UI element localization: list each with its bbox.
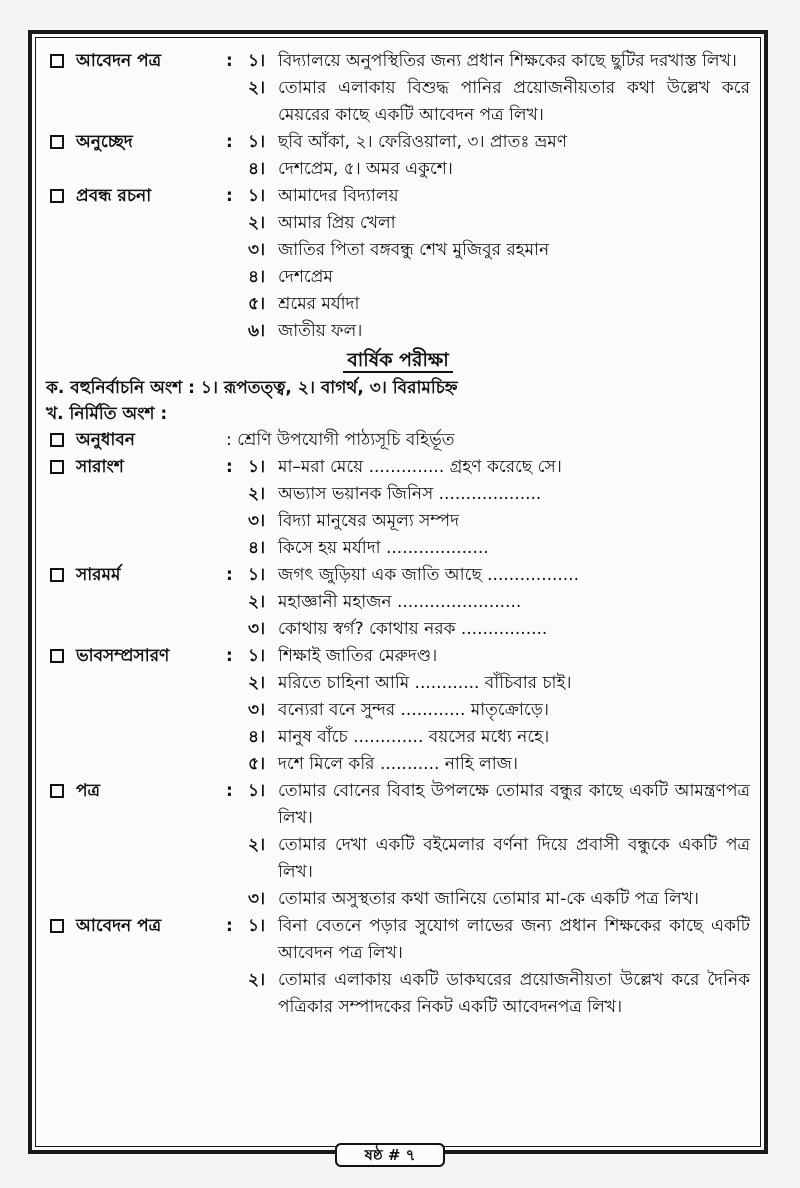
creative-line — [46, 401, 750, 427]
item-number: ১। — [248, 457, 266, 477]
section-item-row — [46, 643, 750, 670]
checkbox-icon — [50, 460, 64, 474]
page-content — [46, 48, 750, 1021]
top-sections — [46, 48, 750, 345]
checkbox-icon — [50, 135, 64, 149]
item-text: মানুষ বাঁচে ............. বয়সের মধ্যে নহে। — [278, 727, 550, 747]
checkbox-icon — [50, 189, 64, 203]
item-text: বিদ্যা মানুষের অমূল্য সম্পদ — [278, 511, 460, 531]
section-item-row — [46, 967, 750, 1021]
section-label: অনুচ্ছেদ — [76, 132, 133, 152]
section-item-row — [46, 508, 750, 535]
item-number: ২। — [248, 78, 266, 98]
exam-heading-text: বার্ষিক পরীক্ষা — [343, 349, 453, 373]
section-item-row — [46, 724, 750, 751]
item-text: দেশপ্রেম, ৫। অমর একুশে। — [278, 159, 453, 179]
section-item-row — [46, 670, 750, 697]
colon-separator: : — [226, 646, 233, 666]
checkbox-icon — [50, 433, 64, 447]
checkbox-icon — [50, 919, 64, 933]
section-label: পত্র — [76, 781, 101, 801]
item-number: ১। — [248, 565, 266, 585]
item-number: ৩। — [248, 700, 266, 720]
section-item-row — [46, 751, 750, 778]
section-item-row — [46, 454, 750, 481]
item-text: তোমার এলাকায় বিশুদ্ধ পানির প্রয়োজনীয়তার কথা উল্লেখ করে মেয়রের কাছে একটি আবেদন পত্র লিখ। — [278, 78, 750, 125]
item-number: ১। — [248, 51, 266, 71]
item-number: ১। — [248, 916, 266, 936]
checkbox-icon — [50, 54, 64, 68]
comprehension-label — [76, 427, 226, 454]
section-item-row — [46, 183, 750, 210]
colon-separator: : — [226, 51, 233, 71]
item-text: বন্যেরা বনে সুন্দর ............ মাতৃক্রোড়ে। — [278, 700, 549, 720]
item-number: ৪। — [248, 538, 266, 558]
section-item-row — [46, 481, 750, 508]
section-item-row — [46, 75, 750, 129]
item-text: জাতির পিতা বঙ্গবন্ধু শেখ মুজিবুর রহমান — [278, 240, 550, 260]
section-item-row — [46, 535, 750, 562]
section-label: ভাবসম্প্রসারণ — [76, 646, 170, 666]
item-number: ২। — [248, 213, 266, 233]
section-item-row — [46, 237, 750, 264]
section-item-row — [46, 589, 750, 616]
section-item-row — [46, 913, 750, 967]
item-text: জাতীয় ফল। — [278, 321, 363, 341]
item-number: ৪। — [248, 159, 266, 179]
section-label: সারাংশ — [76, 457, 124, 477]
item-text: দশে মিলে করি ........... নাহি লাজ। — [278, 754, 518, 774]
creative-label: খ. নির্মিতি অংশ : — [46, 404, 168, 424]
item-number: ১। — [248, 186, 266, 206]
section-item-row — [46, 210, 750, 237]
bottom-sections — [46, 454, 750, 1021]
item-number: ৫। — [248, 754, 266, 774]
item-text: বিনা বেতনে পড়ার সুযোগ লাভের জন্য প্রধান শিক্ষকের কাছে একটি আবেদন পত্র লিখ। — [278, 916, 750, 963]
item-text: মহাজ্ঞানী মহাজন ....................... — [278, 592, 522, 612]
item-text: তোমার দেখা একটি বইমেলার বর্ণনা দিয়ে প্রবাসী বন্ধুকে একটি পত্র লিখ। — [278, 835, 750, 882]
item-text: বিদ্যালয়ে অনুপস্থিতির জন্য প্রধান শিক্ষকের কাছে ছুটির দরখাস্ত লিখ। — [278, 51, 737, 71]
page-frame — [28, 30, 768, 1154]
section-item-row — [46, 156, 750, 183]
section-item-row — [46, 832, 750, 886]
colon-separator: : — [226, 781, 233, 801]
exam-heading — [46, 345, 750, 375]
item-text: মা–মরা মেয়ে .............. গ্রহণ করেছে সে। — [278, 457, 562, 477]
section-label: প্রবন্ধ রচনা — [76, 186, 152, 206]
item-number: ৩। — [248, 619, 266, 639]
item-text: শ্রমের মর্যাদা — [278, 294, 360, 314]
comprehension-row — [46, 427, 750, 454]
colon-separator: : — [226, 186, 233, 206]
item-number: ৪। — [248, 727, 266, 747]
item-number: ৩। — [248, 889, 266, 909]
item-number: ২। — [248, 484, 266, 504]
colon-separator: : — [226, 132, 233, 152]
section-label: আবেদন পত্র — [76, 916, 162, 936]
section-item-row — [46, 562, 750, 589]
item-text: শিক্ষাই জাতির মেরুদণ্ড। — [278, 646, 438, 666]
item-text: তোমার অসুস্থতার কথা জানিয়ে তোমার মা-কে একটি পত্র লিখ। — [278, 889, 699, 909]
section-item-row — [46, 129, 750, 156]
section-item-row — [46, 48, 750, 75]
section-label: আবেদন পত্র — [76, 51, 162, 71]
item-number: ১। — [248, 132, 266, 152]
item-text: ছবি আঁকা, ২। ফেরিওয়ালা, ৩। প্রাতঃ ভ্রমণ — [278, 132, 568, 152]
item-number: ৩। — [248, 240, 266, 260]
colon-separator: : — [226, 457, 233, 477]
mcq-line — [46, 375, 750, 401]
mcq-text: ১। রূপতত্ত্ব, ২। বাগর্থ, ৩। বিরামচিহ্ন — [200, 378, 458, 398]
item-number: ২। — [248, 592, 266, 612]
item-text: জগৎ জুড়িয়া এক জাতি আছে ................. — [278, 565, 580, 585]
item-number: ১। — [248, 646, 266, 666]
section-item-row — [46, 318, 750, 345]
colon-separator: : — [226, 565, 233, 585]
section-item-row — [46, 264, 750, 291]
item-number: ২। — [248, 970, 266, 990]
item-text: আমার প্রিয় খেলা — [278, 213, 396, 233]
comprehension-text: : শ্রেণি উপযোগী পাঠ্যসূচি বহির্ভূত — [226, 430, 455, 450]
item-text: কোথায় স্বর্গ? কোথায় নরক ................ — [278, 619, 548, 639]
item-text: তোমার বোনের বিবাহ উপলক্ষে তোমার বন্ধুর কাছে একটি আমন্ত্রণপত্র লিখ। — [278, 781, 750, 828]
page-footer-tag — [335, 1143, 445, 1167]
section-item-row — [46, 616, 750, 643]
checkbox-icon — [50, 649, 64, 663]
item-text: কিসে হয় মর্যাদা ................... — [278, 538, 489, 558]
section-item-row — [46, 291, 750, 318]
section-item-row — [46, 697, 750, 724]
mcq-label: ক. বহুনির্বাচনি অংশ : — [46, 378, 195, 398]
colon-separator: : — [226, 916, 233, 936]
item-number: ৫। — [248, 294, 266, 314]
item-text: মরিতে চাহিনা আমি ............ বাঁচিবার চাই। — [278, 673, 572, 693]
item-text: দেশপ্রেম — [278, 267, 333, 287]
checkbox-icon — [50, 568, 64, 582]
item-text: তোমার এলাকায় একটি ডাকঘরের প্রয়োজনীয়তা উল্লেখ করে দৈনিক পত্রিকার সম্পাদকের নিকট একটি আবেদনপত্র লিখ। — [278, 970, 750, 1017]
comprehension-label-text: অনুধাবন — [76, 430, 135, 450]
item-number: ১। — [248, 781, 266, 801]
item-number: ৩। — [248, 511, 266, 531]
item-number: ৬। — [248, 321, 266, 341]
section-label: সারমর্ম — [76, 565, 121, 585]
footer-text: ষষ্ঠ # ৭ — [364, 1146, 416, 1164]
section-item-row — [46, 886, 750, 913]
checkbox-icon — [50, 784, 64, 798]
item-number: ২। — [248, 835, 266, 855]
section-item-row — [46, 778, 750, 832]
item-number: ৪। — [248, 267, 266, 287]
item-text: অভ্যাস ভয়ানক জিনিস ................... — [278, 484, 542, 504]
item-text: আমাদের বিদ্যালয় — [278, 186, 399, 206]
item-number: ২। — [248, 673, 266, 693]
